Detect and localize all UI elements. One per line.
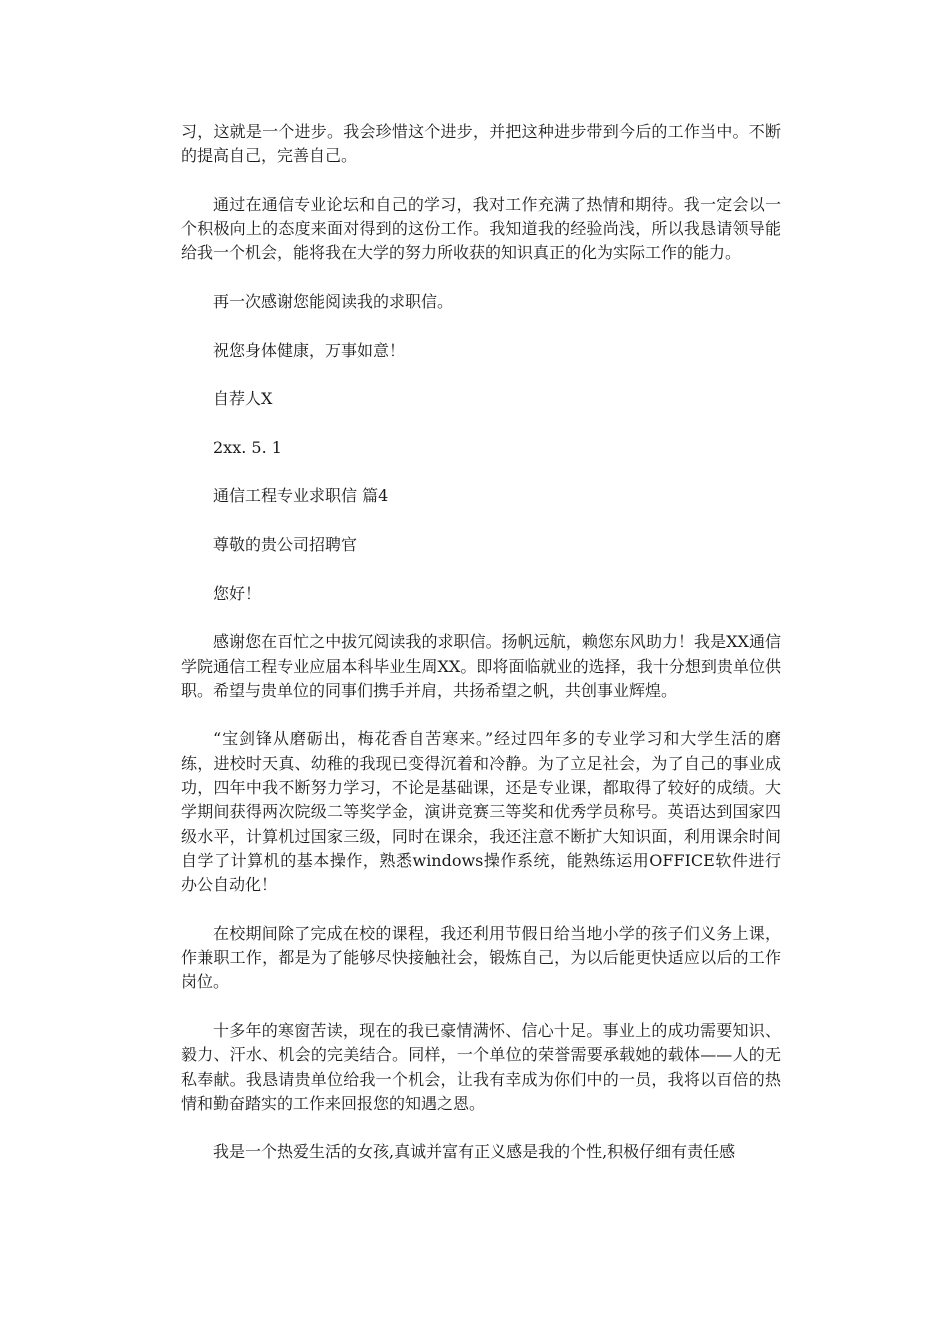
salutation: 尊敬的贵公司招聘官 bbox=[213, 535, 358, 555]
signature-date: 2xx. 5. 1 bbox=[213, 437, 282, 457]
signature-name: 自荐人X bbox=[213, 389, 273, 409]
letter-body bbox=[181, 120, 781, 1165]
paragraph-wishes: 祝您身体健康，万事如意！ bbox=[213, 340, 406, 360]
paragraph-enthusiasm: 通过在通信专业论坛和自己的学习，我对工作充满了热情和期待。我一定会以一个积极向上的态度来面对得到的这份工作。我知道我的经验尚浅，所以我恳请领导能给我一个机会，能将我在大学的努力所收获的知识真正的化为实际工作的能力。 bbox=[181, 194, 781, 263]
paragraph-personality: 我是一个热爱生活的女孩,真诚并富有正义感是我的个性,积极仔细有责任感 bbox=[213, 1142, 736, 1162]
paragraph-campus-activities: 在校期间除了完成在校的课程，我还利用节假日给当地小学的孩子们义务上课，作兼职工作，都是为了能够尽快接触社会，锻炼自己，为以后能更快适应以后的工作岗位。 bbox=[181, 923, 781, 992]
greeting: 您好！ bbox=[213, 583, 262, 603]
paragraph-education: “宝剑锋从磨砺出，梅花香自苦寒来。”经过四年多的专业学习和大学生活的磨练，进校时天真、幼稚的我现已变得沉着和冷静。为了立足社会，为了自己的事业成功，四年中我不断努力学习，不论是基础课，还是专业课，都取得了较好的成绩。大学期间获得两次院级二等奖学金，演讲竞赛三等奖和优秀学员称号。英语达到国家四级水平，计算机过国家三级，同时在课余，我还注意不断扩大知识面，利用课余时间自学了计算机的基本操作，熟悉windows操作系统，能熟练运用OFFICE软件进行办公自动化！ bbox=[181, 729, 781, 895]
paragraph-request: 十多年的寒窗苦读，现在的我已豪情满怀、信心十足。事业上的成功需要知识、毅力、汗水、机会的完美结合。同样，一个单位的荣誉需要承载她的载体——人的无私奉献。我恳请贵单位给我一个机会，让我有幸成为你们中的一员，我将以百倍的热情和勤奋踏实的工作来回报您的知遇之恩。 bbox=[181, 1020, 781, 1113]
paragraph-continuation: 习，这就是一个进步。我会珍惜这个进步，并把这种进步带到今后的工作当中。不断的提高自己，完善自己。 bbox=[181, 122, 781, 166]
paragraph-intro: 感谢您在百忙之中拔冗阅读我的求职信。扬帆远航，赖您东风助力！我是XX通信学院通信工程专业应届本科毕业生周XX。即将面临就业的选择，我十分想到贵单位供职。希望与贵单位的同事们携手并肩，共扬希望之帆，共创事业辉煌。 bbox=[181, 632, 781, 700]
section-title: 通信工程专业求职信 篇4 bbox=[213, 486, 389, 506]
paragraph-thanks: 再一次感谢您能阅读我的求职信。 bbox=[213, 292, 454, 312]
